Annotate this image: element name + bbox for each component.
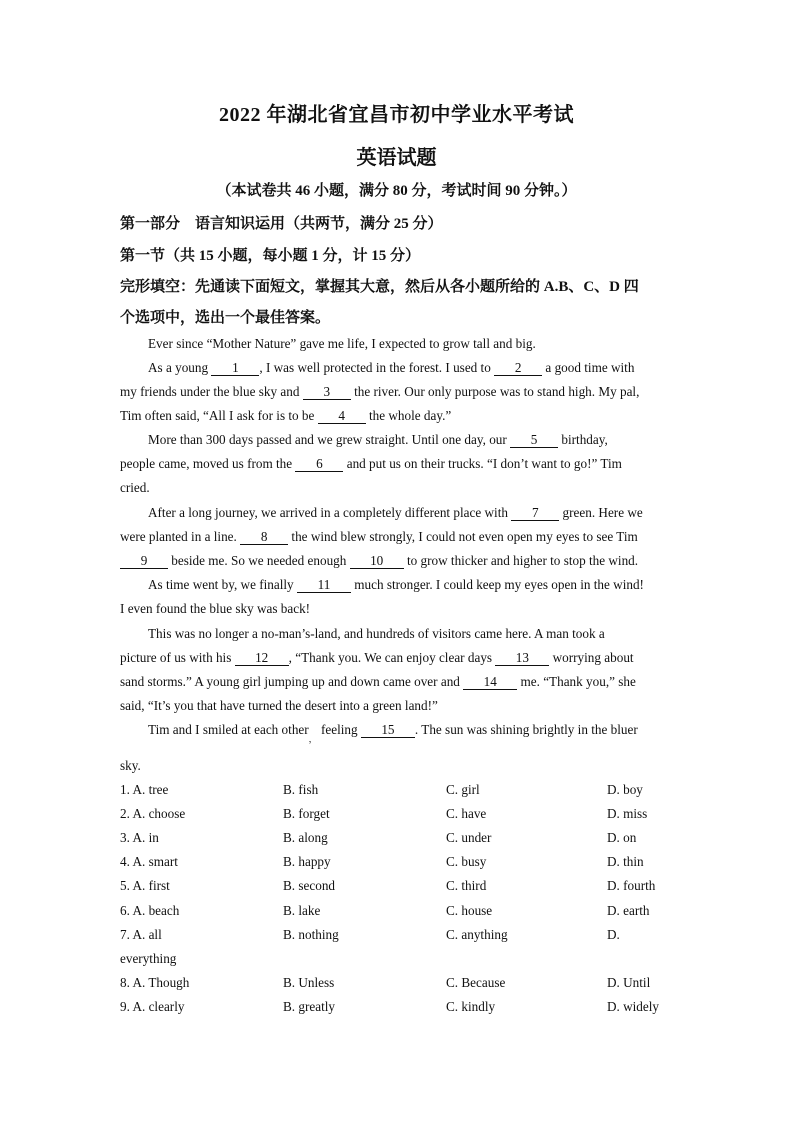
- option-c: C. under: [446, 830, 492, 845]
- blank-7: 7: [511, 506, 559, 521]
- passage-line: Tim often said, “All I ask for is to be 4 the whole day.”: [120, 408, 452, 423]
- option-a: 6. A. beach: [120, 903, 180, 918]
- part-heading: 第一部分 语言知识运用（共两节，满分 25 分）: [120, 216, 443, 232]
- option-c: C. anything: [446, 927, 508, 942]
- option-d: D. boy: [607, 782, 643, 797]
- passage-line: were planted in a line. 8 the wind blew strongly, I could not even open my eyes to see Tim: [120, 529, 638, 544]
- passage-line: sky.: [120, 758, 141, 773]
- option-b: B. forget: [283, 806, 330, 821]
- instruction-line-1: 完形填空：先通读下面短文，掌握其大意，然后从各小题所给的 A.B、C、D 四: [120, 279, 639, 295]
- passage-line: I even found the blue sky was back!: [120, 601, 311, 616]
- exam-note: （本试卷共 46 小题，满分 80 分，考试时间 90 分钟。）: [216, 183, 577, 199]
- passage-line: people came, moved us from the 6 and put us on their trucks. “I don’t want to go!” Tim: [120, 456, 622, 471]
- blank-8: 8: [240, 530, 288, 545]
- section-heading: 第一节（共 15 小题，每小题 1 分，计 15 分）: [120, 248, 421, 264]
- passage-line: cried.: [120, 480, 150, 495]
- subject-title: 英语试题: [356, 147, 437, 169]
- passage-line: sand storms.” A young girl jumping up and down came over and 14 me. “Thank you,” she: [120, 674, 636, 689]
- blank-1: 1: [211, 361, 259, 376]
- blank-14: 14: [463, 675, 517, 690]
- option-c: C. kindly: [446, 999, 496, 1014]
- blank-11: 11: [297, 578, 351, 593]
- option-a: 3. A. in: [120, 830, 159, 845]
- passage-line: 9 beside me. So we needed enough 10 to grow thicker and higher to stop the wind.: [120, 553, 672, 569]
- option-b: B. along: [283, 830, 328, 845]
- option-c: C. Because: [446, 975, 506, 990]
- option-a: 7. A. all: [120, 927, 162, 942]
- instruction-line-2: 个选项中，选出一个最佳答案。: [120, 310, 331, 326]
- option-d-wrapped: everything: [120, 951, 177, 966]
- blank-12: 12: [235, 651, 289, 666]
- option-d: D. fourth: [607, 878, 656, 893]
- option-b: B. fish: [283, 782, 319, 797]
- blank-6: 6: [295, 457, 343, 472]
- exam-title: 2022 年湖北省宜昌市初中学业水平考试: [219, 104, 574, 126]
- option-d: D. on: [607, 830, 637, 845]
- option-a: 9. A. clearly: [120, 999, 185, 1014]
- passage-line: Tim and I smiled at each other$_,$ feeling 15 . The sun was shining brightly in the bluer: [148, 722, 638, 744]
- option-a: 4. A. smart: [120, 854, 178, 869]
- option-c: C. girl: [446, 782, 480, 797]
- option-a: 8. A. Though: [120, 975, 190, 990]
- option-b: B. nothing: [283, 927, 339, 942]
- option-a: 1. A. tree: [120, 782, 169, 797]
- passage-line: Ever since “Mother Nature” gave me life, I expected to grow tall and big.: [148, 336, 536, 351]
- option-d: D. widely: [607, 999, 660, 1014]
- option-b: B. lake: [283, 903, 321, 918]
- blank-2: 2: [494, 361, 542, 376]
- option-c: C. busy: [446, 854, 487, 869]
- passage-line: said, “It’s you that have turned the desert into a green land!”: [120, 698, 438, 713]
- stray-comma: ，: [308, 734, 318, 744]
- passage-line: After a long journey, we arrived in a completely different place with 7 green. Here we: [148, 505, 643, 520]
- option-b: B. second: [283, 878, 336, 893]
- blank-9: 9: [120, 554, 168, 569]
- blank-4: 4: [318, 409, 366, 424]
- blank-10: 10: [350, 554, 404, 569]
- passage-line: As time went by, we finally 11 much stronger. I could keep my eyes open in the wind!: [148, 577, 644, 592]
- passage-line: This was no longer a no-man’s-land, and hundreds of visitors came here. A man took a: [148, 626, 605, 641]
- passage-line: my friends under the blue sky and 3 the river. Our only purpose was to stand high. My pal,: [120, 384, 640, 399]
- blank-3: 3: [303, 385, 351, 400]
- option-c: C. have: [446, 806, 487, 821]
- blank-5: 5: [510, 433, 558, 448]
- option-d: D. Until: [607, 975, 651, 990]
- option-b: B. happy: [283, 854, 331, 869]
- passage-line: More than 300 days passed and we grew straight. Until one day, our 5 birthday,: [148, 432, 608, 447]
- blank-15: 15: [361, 723, 415, 738]
- option-d: D. miss: [607, 806, 648, 821]
- option-c: C. house: [446, 903, 493, 918]
- option-d: D. thin: [607, 854, 644, 869]
- option-b: B. greatly: [283, 999, 336, 1014]
- option-d: D.: [607, 927, 620, 942]
- passage-line: As a young 1 , I was well protected in the forest. I used to 2 a good time with: [148, 360, 635, 375]
- blank-13: 13: [495, 651, 549, 666]
- option-a: 5. A. first: [120, 878, 170, 893]
- option-b: B. Unless: [283, 975, 335, 990]
- option-a: 2. A. choose: [120, 806, 186, 821]
- option-d: D. earth: [607, 903, 650, 918]
- passage-line: picture of us with his 12 , “Thank you. We can enjoy clear days 13 worrying about: [120, 650, 634, 665]
- option-c: C. third: [446, 878, 487, 893]
